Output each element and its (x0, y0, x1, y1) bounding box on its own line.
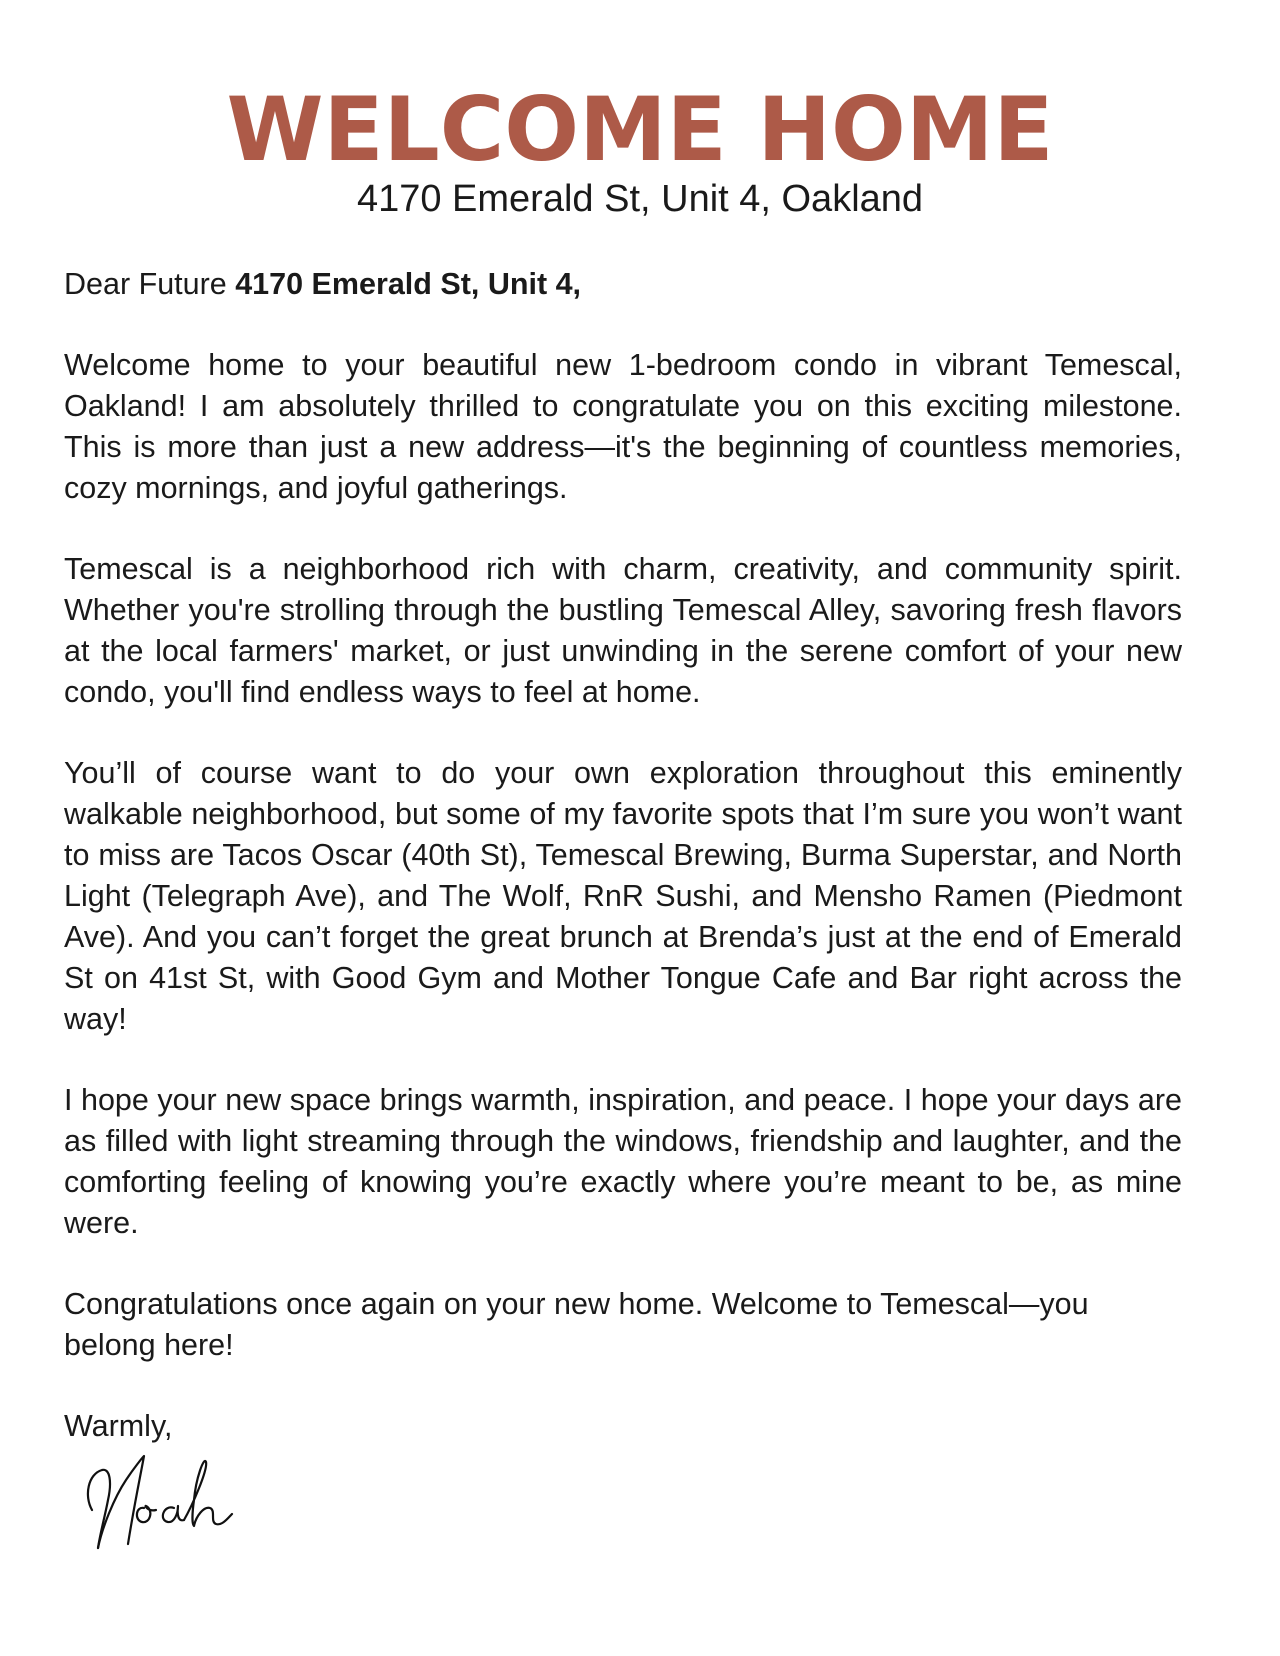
salutation-name: 4170 Emerald St, Unit 4, (235, 267, 582, 301)
salutation-prefix: Dear Future (64, 267, 236, 301)
paragraph-neighborhood: Temescal is a neighborhood rich with charm, creativity, and community spirit. Whether you're strolling through the bustling Temescal Alley, savoring fresh flavors at the local farmers' market, or just unwinding in the serene comfort of your new condo, you'll find endless ways to feel at home. (64, 552, 1182, 709)
salutation (64, 264, 1182, 305)
closing: Warmly, (64, 1409, 173, 1443)
paragraph-congratulations: Congratulations once again on your new home. Welcome to Temescal—you belong here! (64, 1287, 1089, 1362)
page-title: WELCOME HOME (226, 78, 1054, 181)
letter-body (64, 264, 1182, 1447)
paragraph-hopes: I hope your new space brings warmth, inspiration, and peace. I hope your days are as filled with light streaming through the windows, friendship and laughter, and the comforting feeling of knowing you’re exactly where you’re meant to be, as mine were. (64, 1083, 1182, 1240)
paragraph-welcome: Welcome home to your beautiful new 1-bedroom condo in vibrant Temescal, Oakland! I am absolutely thrilled to congratulate you on this exciting milestone. This is more than just a new address—it's the beginning of countless memories, cozy mornings, and joyful gatherings. (64, 348, 1182, 505)
signature (78, 1448, 248, 1558)
address-subtitle: 4170 Emerald St, Unit 4, Oakland (356, 178, 924, 220)
paragraph-favorite-spots: You’ll of course want to do your own exploration throughout this eminently walkable neighborhood, but some of my favorite spots that I’m sure you won’t want to miss are Tacos Oscar (40th St), Temescal Brewing, Burma Superstar, and North Light (Telegraph Ave), and The Wolf, RnR Sushi, and Mensho Ramen (Piedmont Ave). And you can’t forget the great brunch at Brenda’s just at the end of Emerald St on 41st St, with Good Gym and Mother Tongue Cafe and Bar right across the way! (64, 756, 1182, 1036)
